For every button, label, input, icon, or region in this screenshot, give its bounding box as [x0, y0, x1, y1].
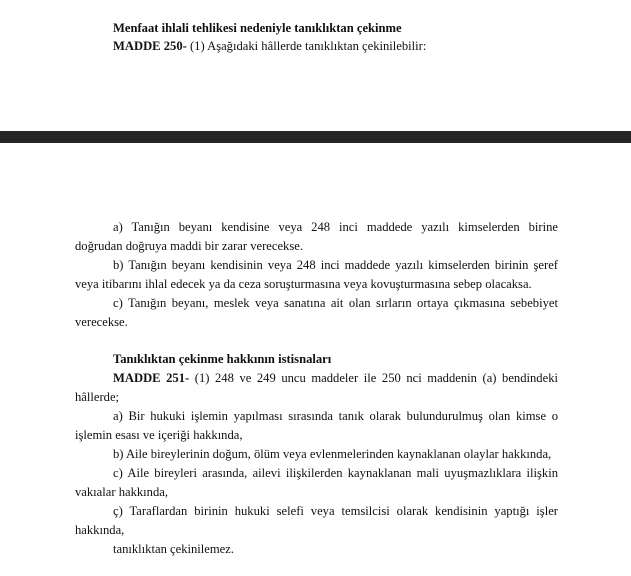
article-250-item-a-line2: doğrudan doğruya maddi bir zarar verecekse. [75, 239, 303, 253]
article-250-intro [113, 38, 426, 54]
section-251-heading: Tanıklıktan çekinme hakkının istisnaları [113, 352, 332, 366]
article-251-intro-text: (1) 248 ve 249 uncu maddeler ile 250 nci maddenin (a) bendindeki [189, 371, 558, 385]
article-250-item-b-line2: veya itibarını ihlal edecek ya da ceza soruşturmasına veya kovuşturmasına sebep olacaksa. [75, 277, 532, 291]
article-250-item-c-line1: c) Tanığın beyanı, meslek veya sanatına ait olan sırların ortaya çıkmasına sebebiyet [113, 296, 558, 310]
article-251-item-b-line1: b) Aile bireylerinin doğum, ölüm veya evlenmelerinden kaynaklanan olaylar hakkında, [113, 447, 552, 461]
article-250-item-b-line1: b) Tanığın beyanı kendisinin veya 248 inci maddede yazılı kimselerden birinin şeref [113, 258, 558, 272]
article-251-item-c-line2: vakıalar hakkında, [75, 485, 169, 499]
article-251-intro-line1 [113, 370, 558, 386]
article-251-intro-line2: hâllerde; [75, 390, 120, 404]
article-251-closing: tanıklıktan çekinilemez. [113, 542, 234, 556]
article-250-label: MADDE 250- [113, 39, 187, 53]
page-divider [0, 131, 631, 143]
article-250-item-a-line1: a) Tanığın beyanı kendisine veya 248 inci maddede yazılı kimselerden birine [113, 220, 558, 234]
article-251-item-c-cedilla-line1: ç) Taraflardan birinin hukuki selefi veya temsilcisi olarak kendisinin yaptığı işler [113, 504, 558, 518]
article-251-item-c-cedilla-line2: hakkında, [75, 523, 125, 537]
article-251-item-c-line1: c) Aile bireyleri arasında, ailevi ilişkilerden kaynaklanan mali uyuşmazlıklara ilişkin [113, 466, 558, 480]
article-250-item-c-line2: verecekse. [75, 315, 128, 329]
article-251-item-a-line2: işlemin esası ve içeriği hakkında, [75, 428, 243, 442]
article-250-intro-text: (1) Aşağıdaki hâllerde tanıklıktan çekinilebilir: [186, 39, 427, 53]
article-251-label: MADDE 251- [113, 371, 190, 385]
article-251-item-a-line1: a) Bir hukuki işlemin yapılması sırasında tanık olarak bulundurulmuş olan kimse o [113, 409, 558, 423]
section-250-heading: Menfaat ihlali tehlikesi nedeniyle tanıklıktan çekinme [113, 21, 402, 35]
